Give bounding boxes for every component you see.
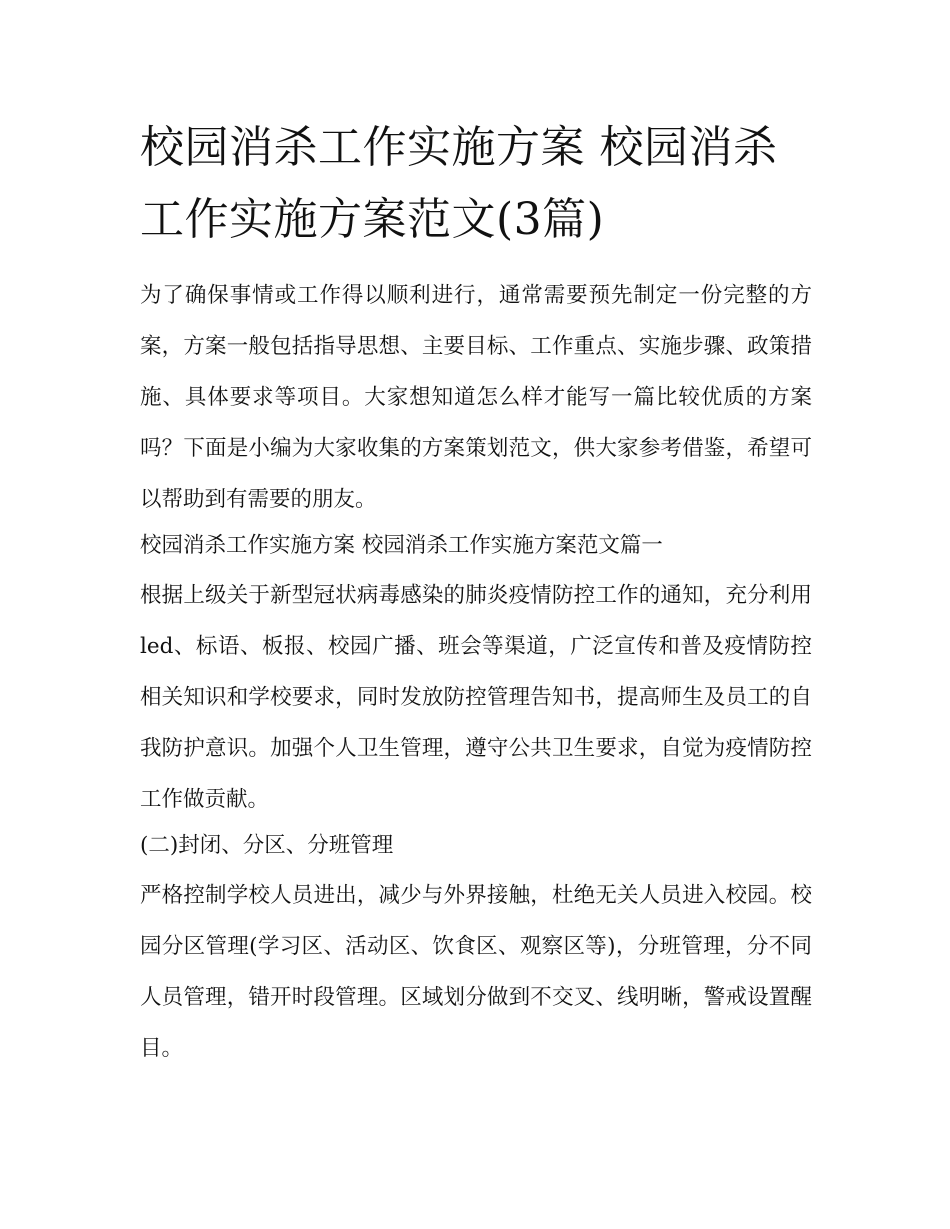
body-paragraph: 根据上级关于新型冠状病毒感染的肺炎疫情防控工作的通知，充分利用led、标语、板报、校园广播、班会等渠道，广泛宣传和普及疫情防控相关知识和学校要求，同时发放防控管理告知书，提高师生及员工的自我防护意识。加强个人卫生管理，遵守公共卫生要求，自觉为疫情防控工作做贡献。	[140, 583, 812, 812]
document-content	[140, 112, 812, 1074]
body-paragraph: 严格控制学校人员进出，减少与外界接触，杜绝无关人员进入校园。校园分区管理(学习区、活动区、饮食区、观察区等)，分班管理，分不同人员管理，错开时段管理。区域划分做到不交叉、线明晰，警戒设置醒目。	[140, 883, 812, 1061]
subsection-heading: (二)封闭、分区、分班管理	[140, 833, 394, 858]
section-heading: 校园消杀工作实施方案 校园消杀工作实施方案范文篇一	[140, 533, 663, 558]
intro-paragraph: 为了确保事情或工作得以顺利进行，通常需要预先制定一份完整的方案，方案一般包括指导思想、主要目标、工作重点、实施步骤、政策措施、具体要求等项目。大家想知道怎么样才能写一篇比较优质的方案吗？下面是小编为大家收集的方案策划范文，供大家参考借鉴，希望可以帮助到有需要的朋友。	[140, 283, 812, 512]
document-title: 校园消杀工作实施方案 校园消杀工作实施方案范文(3篇)	[140, 122, 778, 245]
